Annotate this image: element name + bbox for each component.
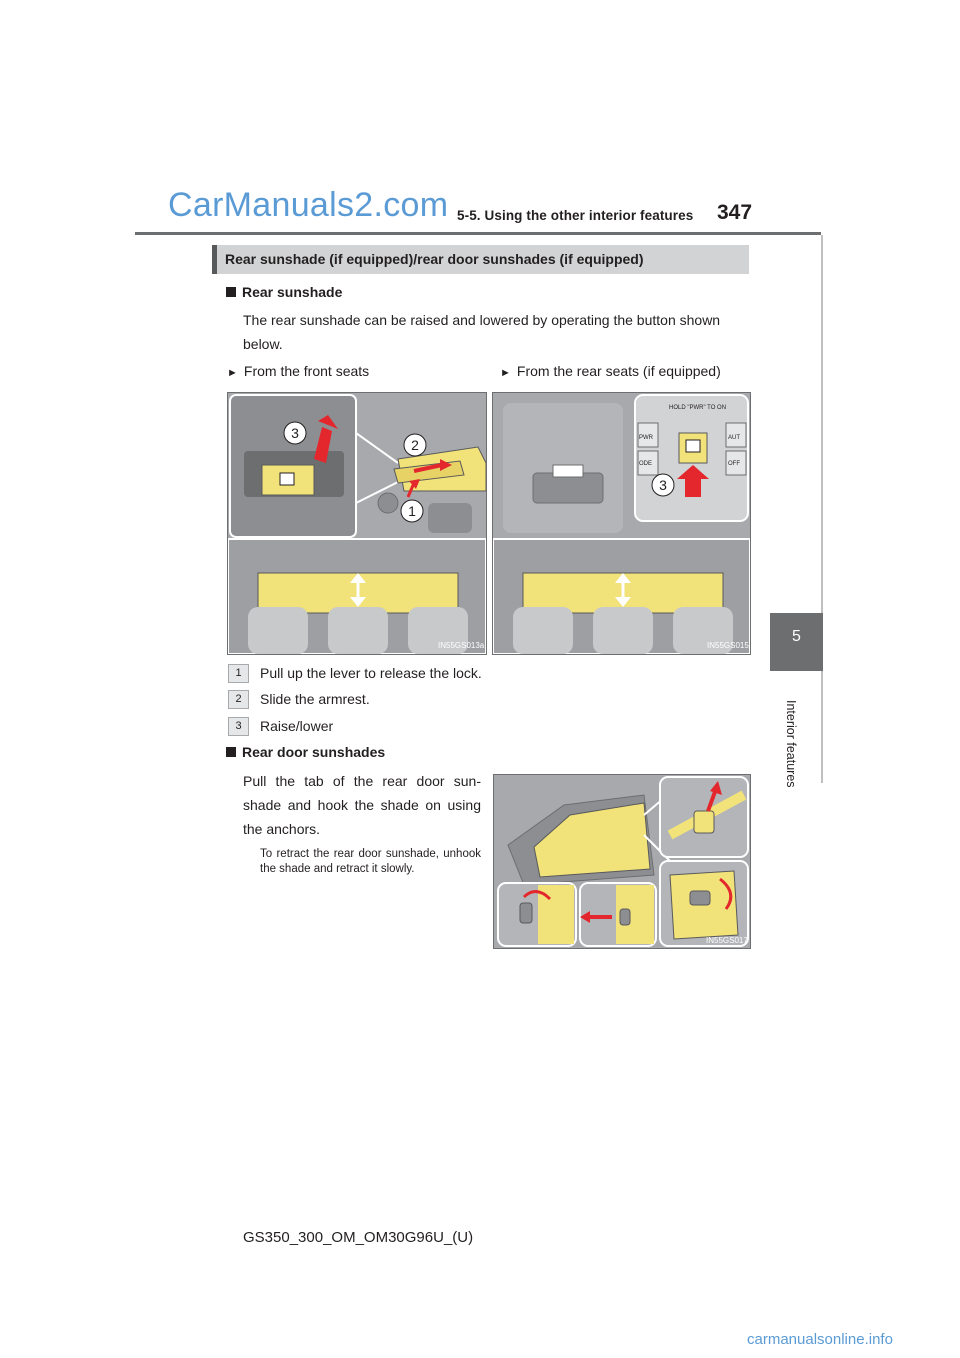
step-number-badge: 1 — [228, 664, 249, 683]
figure-id: IN55GS017 — [706, 936, 748, 945]
figure-id: IN55GS013a — [438, 641, 485, 650]
step-text: Raise/lower — [260, 718, 334, 734]
front-seats-illustration — [228, 393, 486, 654]
title-bar-accent — [212, 245, 217, 274]
triangle-bullet-icon: ► — [500, 367, 511, 379]
svg-text:3: 3 — [291, 425, 299, 441]
header-rule — [135, 232, 821, 235]
step-text: Slide the armrest. — [260, 691, 370, 707]
rear-door-illustration — [494, 775, 750, 948]
svg-text:2: 2 — [411, 437, 419, 453]
section-heading: 5-5. Using the other interior features — [457, 208, 694, 223]
svg-text:1: 1 — [408, 503, 416, 519]
rear-door-sunshades-heading: Rear door sunshades — [226, 744, 385, 760]
rear-seats-illustration — [493, 393, 750, 654]
page-number: 347 — [717, 201, 753, 224]
chapter-label: Interior features — [784, 700, 798, 788]
svg-text:3: 3 — [659, 477, 667, 493]
step-number-badge: 2 — [228, 690, 249, 709]
panel-label-off: OFF — [728, 461, 740, 467]
rear-seats-label: ► From the rear seats (if equipped) — [500, 363, 721, 379]
panel-label-hold: HOLD "PWR" TO ON — [669, 405, 727, 411]
page-title: Rear sunshade (if equipped)/rear door sunshades (if equipped) — [225, 251, 644, 267]
front-seats-figure — [227, 392, 487, 655]
side-rule — [821, 235, 823, 783]
panel-label-mode: ODE — [639, 461, 653, 467]
rear-door-figure — [493, 774, 751, 949]
triangle-bullet-icon: ► — [227, 367, 238, 379]
step-number-badge: 3 — [228, 717, 249, 736]
rear-door-description: Pull the tab of the rear door sun-shade and hook the shade on using the anchors. — [243, 773, 481, 837]
figure-id: IN55GS015 — [707, 641, 749, 650]
rear-seats-figure — [492, 392, 751, 655]
square-bullet-icon — [226, 747, 236, 757]
square-bullet-icon — [226, 287, 236, 297]
rear-door-note: To retract the rear door sunshade, unhook the shade and retract it slowly. — [260, 848, 481, 875]
watermark-logo: CarManuals2.com — [168, 186, 449, 224]
panel-label-auto: AUT — [728, 435, 740, 441]
rear-sunshade-description: The rear sunshade can be raised and lowered by operating the button shown below. — [243, 312, 721, 352]
rear-sunshade-heading: Rear sunshade — [226, 284, 342, 300]
chapter-number: 5 — [792, 628, 801, 645]
footer-model-code: GS350_300_OM_OM30G96U_(U) — [243, 1229, 474, 1246]
front-seats-label: ► From the front seats — [227, 363, 370, 379]
footer-watermark: carmanualsonline.info — [747, 1331, 893, 1348]
step-text: Pull up the lever to release the lock. — [260, 665, 482, 681]
panel-label-pwr: PWR — [639, 435, 653, 441]
